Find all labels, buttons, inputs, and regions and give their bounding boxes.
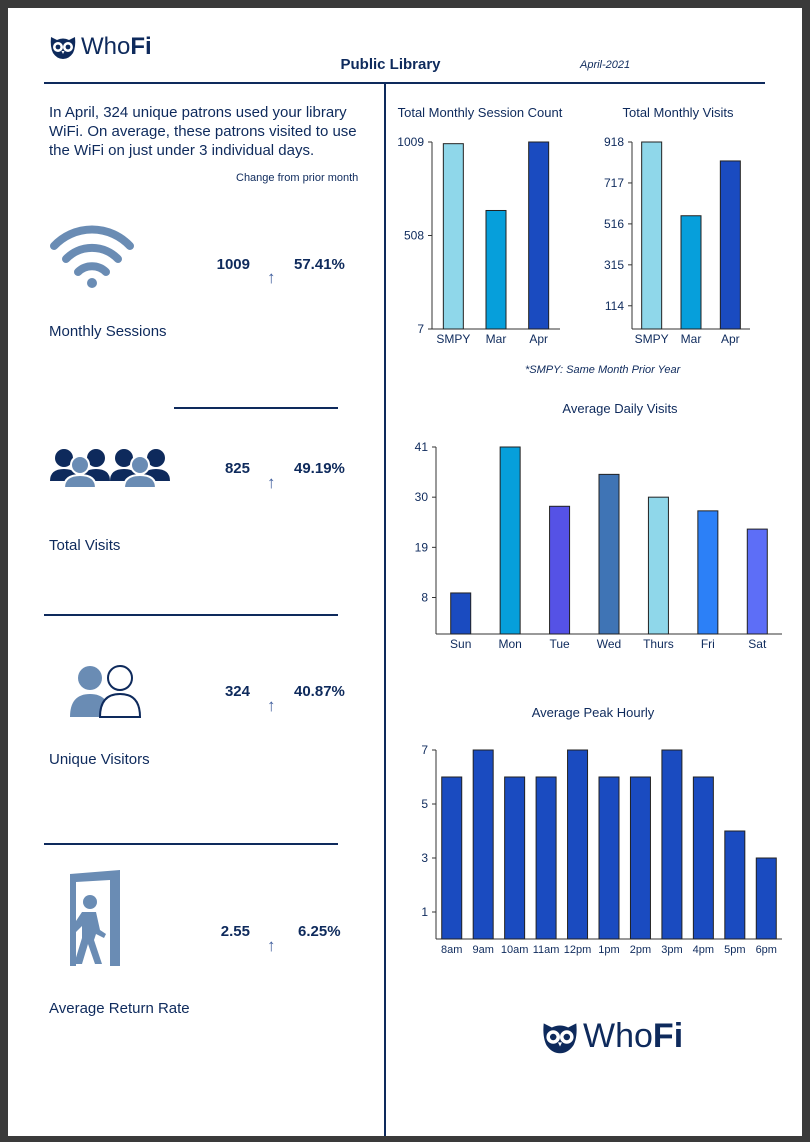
y-tick-label: 516 <box>603 216 624 231</box>
x-tick-label: 9am <box>472 944 494 956</box>
unique-visitors-label: Unique Visitors <box>49 751 150 768</box>
monthly-visits-chart <box>590 130 760 355</box>
chart-title-session-count: Total Monthly Session Count <box>397 105 563 120</box>
bar-apr <box>720 161 740 329</box>
report-date: April-2021 <box>580 59 631 71</box>
x-tick-label: 8am <box>441 944 463 956</box>
y-tick-label: 315 <box>603 257 624 272</box>
bar-mar <box>486 210 506 329</box>
chart-title-daily-visits: Average Daily Visits <box>562 401 678 416</box>
y-tick-label: 717 <box>603 175 624 190</box>
peak-hourly-chart <box>400 740 790 962</box>
monthly-sessions-value: 1009 <box>216 256 250 273</box>
bar-11am <box>536 777 556 939</box>
x-tick-label: 4pm <box>692 944 715 956</box>
bar-fri <box>698 511 718 634</box>
y-tick-label: 1009 <box>397 135 424 149</box>
bar-wed <box>599 474 619 634</box>
x-tick-label: Mar <box>680 332 702 346</box>
change-label: Change from prior month <box>236 172 359 184</box>
return-rate-change: 6.25% <box>298 923 341 940</box>
bar-mar <box>681 216 701 329</box>
bar-4pm <box>693 777 713 939</box>
x-tick-label: Mon <box>498 637 522 651</box>
y-tick-label: 918 <box>603 135 624 149</box>
unique-visitors-value: 324 <box>224 683 250 700</box>
x-tick-label: Thurs <box>643 637 674 651</box>
x-tick-label: Sun <box>450 637 472 651</box>
bar-2pm <box>630 777 650 939</box>
bar-sat <box>747 529 767 634</box>
y-tick-label: 5 <box>421 797 428 811</box>
y-tick-label: 508 <box>403 228 424 243</box>
bar-3pm <box>662 750 682 939</box>
y-tick-label: 7 <box>421 743 428 757</box>
y-tick-label: 114 <box>604 298 624 313</box>
smpy-footnote: *SMPY: Same Month Prior Year <box>525 364 681 376</box>
x-tick-label: 1pm <box>598 944 620 956</box>
page-title: Public Library <box>340 56 441 73</box>
person-entering-door-icon <box>62 870 124 968</box>
chart-title-peak-hourly: Average Peak Hourly <box>531 705 655 720</box>
x-tick-label: 11am <box>532 944 560 956</box>
monthly-sessions-label: Monthly Sessions <box>49 323 167 340</box>
x-tick-label: 12pm <box>563 944 592 956</box>
monthly-sessions-change: 57.41% <box>294 256 345 273</box>
return-rate-up-arrow: ↑ <box>267 936 276 955</box>
return-rate-label: Average Return Rate <box>49 1000 190 1017</box>
bar-9am <box>473 750 493 939</box>
column-divider <box>384 84 386 1136</box>
x-tick-label: Mar <box>485 332 507 346</box>
y-tick-label: 3 <box>421 851 428 865</box>
y-tick-label: 8 <box>421 590 428 605</box>
x-tick-label: 6pm <box>755 944 777 956</box>
y-tick-label: 19 <box>414 540 428 555</box>
owl-icon <box>541 1018 579 1056</box>
bar-sun <box>451 593 471 634</box>
header-divider <box>44 82 765 84</box>
x-tick-label: 2pm <box>629 944 652 956</box>
bar-10am <box>505 777 525 939</box>
session-count-chart <box>390 130 570 355</box>
total-visits-label: Total Visits <box>49 537 121 554</box>
bar-thurs <box>648 497 668 634</box>
bar-apr <box>529 142 549 329</box>
wifi-icon <box>50 222 134 290</box>
metric-divider-3 <box>44 843 338 845</box>
monthly-sessions-up-arrow: ↑ <box>267 268 276 287</box>
logo-wordmark: WhoFi <box>81 33 152 60</box>
total-visits-up-arrow: ↑ <box>267 473 276 492</box>
people-group-icon <box>50 448 172 488</box>
metric-divider-2 <box>44 614 338 616</box>
bar-5pm <box>725 831 745 939</box>
x-tick-label: 10am <box>500 944 529 956</box>
metric-divider-1 <box>174 407 338 409</box>
return-rate-value: 2.55 <box>220 923 250 940</box>
x-tick-label: Fri <box>700 637 715 651</box>
bar-6pm <box>756 858 776 939</box>
two-users-icon <box>68 664 144 718</box>
y-tick-label: 41 <box>414 440 428 454</box>
y-tick-label: 30 <box>414 490 428 505</box>
x-tick-label: Wed <box>596 637 622 651</box>
daily-visits-chart <box>400 435 790 657</box>
bar-8am <box>442 777 462 939</box>
x-tick-label: SMPY <box>436 332 471 346</box>
x-tick-label: Tue <box>549 637 570 651</box>
intro-summary: In April, 324 unique patrons used your library WiFi. On average, these patrons visited to use the WiFi on just under 3 individual days. <box>49 104 357 159</box>
x-tick-label: Apr <box>529 332 549 346</box>
y-tick-label: 1 <box>421 905 428 919</box>
logo-wordmark: WhoFi <box>583 1017 684 1055</box>
whofi-logo-bottom <box>541 1017 683 1056</box>
total-visits-change: 49.19% <box>294 460 345 477</box>
x-tick-label: 5pm <box>724 944 746 956</box>
bar-12pm <box>568 750 588 939</box>
bar-tue <box>550 506 570 634</box>
x-tick-label: Sat <box>748 637 767 651</box>
bar-smpy <box>443 144 463 329</box>
chart-title-monthly-visits: Total Monthly Visits <box>622 105 734 120</box>
bar-1pm <box>599 777 619 939</box>
bar-mon <box>500 447 520 634</box>
unique-visitors-change: 40.87% <box>294 683 345 700</box>
bar-smpy <box>642 142 662 329</box>
x-tick-label: 3pm <box>661 944 683 956</box>
x-tick-label: SMPY <box>634 332 669 346</box>
x-tick-label: Apr <box>720 332 740 346</box>
y-tick-label: 7 <box>417 322 424 336</box>
unique-visitors-up-arrow: ↑ <box>267 696 276 715</box>
total-visits-value: 825 <box>224 460 250 477</box>
